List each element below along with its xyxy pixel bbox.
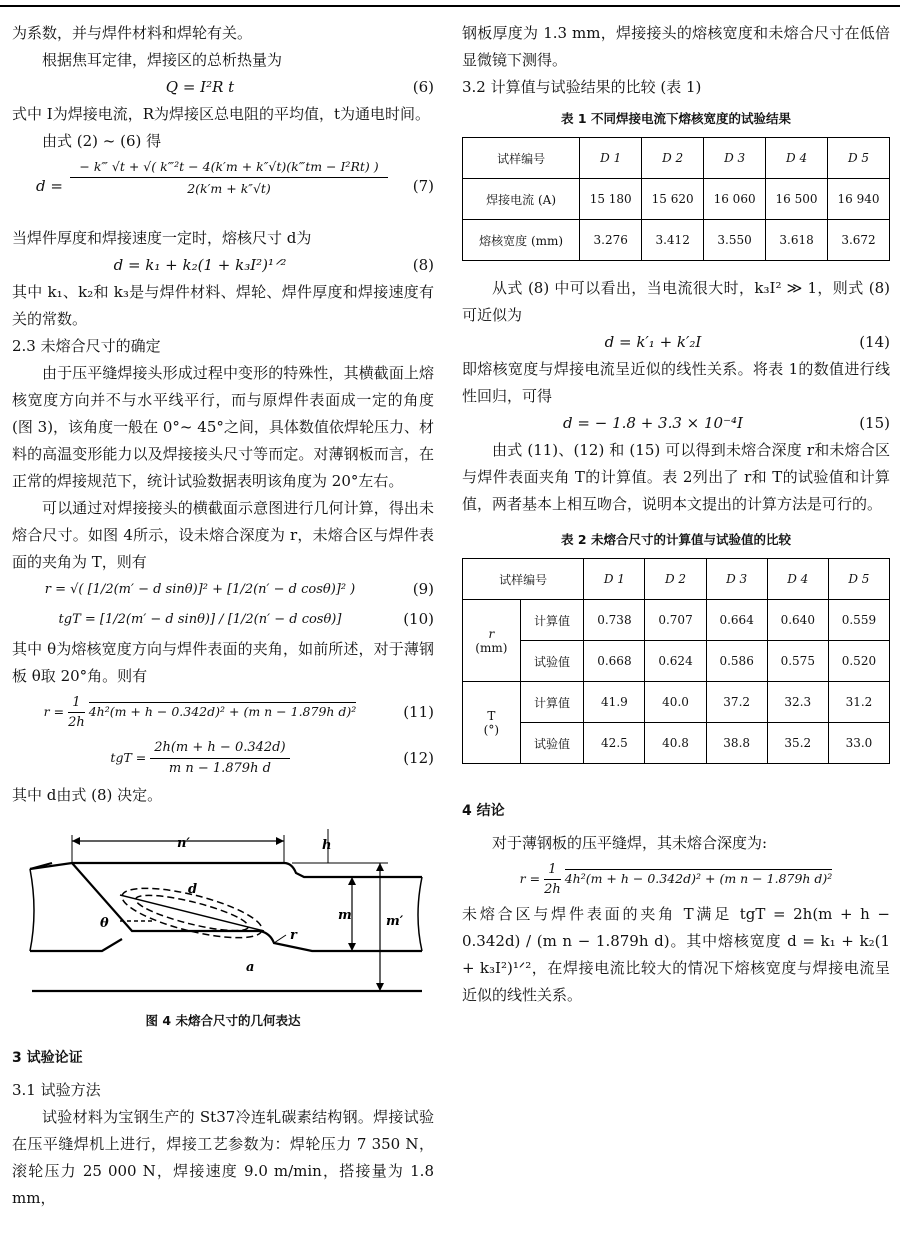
table-cell: D 5: [828, 559, 889, 600]
table-cell: 熔核宽度 (mm): [463, 220, 580, 261]
table-cell: 0.668: [584, 641, 645, 682]
table-cell: D 1: [584, 559, 645, 600]
table-cell: 0.707: [645, 600, 706, 641]
table-cell: 16 940: [828, 179, 890, 220]
paragraph: 由式 (11)、(12) 和 (15) 可以得到未熔合深度 r和未熔合区与焊件表面夹角 T的计算值。表 2列出了 r和 T的试验值和计算值，两者基本上相互吻合，说明本文提出的计算方法是可行的。: [462, 441, 890, 513]
paragraph: 从式 (8) 中可以看出，当电流很大时，k₃I² ≫ 1，则式 (8) 可近似为: [462, 279, 890, 324]
table-cell: 0.640: [767, 600, 828, 641]
table-cell: 33.0: [828, 723, 889, 764]
table-cell: 0.738: [584, 600, 645, 641]
paragraph: 其中 k₁、k₂和 k₃是与焊件材料、焊轮、焊件厚度和焊接速度有关的常数。: [12, 283, 434, 328]
table-row: [463, 179, 890, 220]
table-cell: 41.9: [584, 682, 645, 723]
label-theta: θ: [100, 916, 109, 931]
paragraph: 由式 (2) ~ (6) 得: [42, 132, 162, 150]
table-header-row: [463, 559, 890, 600]
table-cell: D 5: [828, 138, 890, 179]
section-title: 3 试验论证: [12, 1050, 83, 1066]
table-cell: 试验值: [520, 641, 584, 682]
table-cell: D 4: [766, 138, 828, 179]
table-cell: 0.624: [645, 641, 706, 682]
table-2-caption: 表 2 未熔合尺寸的计算值与试验值的比较: [561, 532, 791, 547]
equation-15: d = − 1.8 + 3.3 × 10⁻⁴I (15): [563, 414, 890, 432]
table-cell: 计算值: [520, 682, 584, 723]
table-cell: 0.664: [706, 600, 767, 641]
paragraph: 试验材料为宝钢生产的 St37冷连轧碳素结构钢。焊接试验在压平缝焊机上进行，焊接工艺参数为：焊轮压力 7 350 N，滚轮压力 25 000 N，焊接速度 9.0 m/min，搭接量为 1.8 mm，: [12, 1108, 434, 1207]
paragraph: 其中 d由式 (8) 决定。: [12, 786, 163, 804]
table-1-caption: 表 1 不同焊接电流下熔核宽度的试验结果: [561, 111, 791, 126]
table-cell: 35.2: [767, 723, 828, 764]
table-cell: 15 620: [642, 179, 704, 220]
table-row: [463, 600, 890, 641]
table-cell: D 1: [580, 138, 642, 179]
label-h: h: [322, 838, 332, 853]
table-cell: 3.672: [828, 220, 890, 261]
paragraph: 即熔核宽度与焊接电流呈近似的线性关系。将表 1的数值进行线性回归，可得: [462, 360, 890, 405]
figure-caption: 图 4 未熔合尺寸的几何表达: [145, 1013, 301, 1028]
table-cell: 3.618: [766, 220, 828, 261]
right-column: [462, 20, 890, 1009]
equation-7: d = − k‴ √t + √( k‴²t − 4(k′m + k″√t)(k‴tm − I²Rt) ) 2(k′m + k″√t) (7): [36, 159, 434, 196]
table-row: [463, 723, 890, 764]
table-cell: 16 500: [766, 179, 828, 220]
table-row: [463, 220, 890, 261]
row-group-T: T (°): [463, 682, 521, 764]
equation-6: Q = I²R t (6): [165, 78, 434, 96]
label-m: m: [338, 908, 352, 923]
label-m-prime: m′: [386, 914, 404, 929]
equation-14: d = k′₁ + k′₂I (14): [604, 333, 890, 351]
row-group-r: r (mm): [463, 600, 521, 682]
equation-8: d = k₁ + k₂(1 + k₃I²)¹ᐟ² (8): [113, 256, 434, 274]
paragraph: 对于薄钢板的压平缝焊，其未熔合深度为:: [492, 834, 768, 852]
table-cell: 0.559: [828, 600, 889, 641]
table-cell: 计算值: [520, 600, 584, 641]
lower-plate-line: [30, 939, 122, 951]
table-cell: D 3: [704, 138, 766, 179]
subsection-title: 3.2 计算值与试验结果的比较 (表 1): [462, 78, 702, 96]
paragraph: 可以通过对焊接接头的横截面示意图进行几何计算，得出未熔合尺寸。如图 4所示，设未熔合深度为 r，未熔合区与焊件表面的夹角为 T，则有: [12, 499, 434, 571]
table-cell: 38.8: [706, 723, 767, 764]
table-1: [462, 137, 890, 261]
table-cell: 0.575: [767, 641, 828, 682]
upper-plate-line: [30, 863, 422, 877]
paragraph: 由于压平缝焊接头形成过程中变形的特殊性，其横截面上熔核宽度方向并不与水平线平行，而与原焊件表面成一定的角度 (图 3)，该角度一般在 0°~ 45°之间，具体数值依焊轮压力、材料的高温变形能力以及焊接接头尺寸等而定。对薄钢板而言，在正常的焊接规范下，统计试验数据表明该角度为 20°左右。: [12, 364, 434, 490]
table-cell: 42.5: [584, 723, 645, 764]
weld-geometry-diagram: [12, 821, 434, 1001]
table-cell: 0.586: [706, 641, 767, 682]
subsection-title: 3.1 试验方法: [12, 1081, 101, 1099]
table-cell: 试样编号: [463, 559, 584, 600]
paragraph: 根据焦耳定律，焊接区的总析热量为: [42, 51, 283, 69]
left-column: [12, 20, 434, 1212]
conclusion-equation: r = $\frac{1}{2h}$ 4h²(m + h − 0.342d)² + (m n − 1.879h d)²: [519, 862, 833, 897]
table-2: [462, 558, 890, 764]
paragraph: 其中 θ为熔核宽度方向与焊件表面的夹角，如前所述，对于薄钢板 θ取 20°角。则有: [12, 640, 434, 685]
table-row: [463, 682, 890, 723]
table-cell: D 2: [642, 138, 704, 179]
table-cell: 31.2: [828, 682, 889, 723]
top-rule: [0, 5, 900, 7]
equation-10: tgT = [1/2(m′ − d sinθ)] / [1/2(n′ − d cosθ)] (10): [58, 610, 434, 628]
table-cell: 15 180: [580, 179, 642, 220]
table-cell: 37.2: [706, 682, 767, 723]
table-header-row: [463, 138, 890, 179]
table-cell: 焊接电流 (A): [463, 179, 580, 220]
table-cell: 40.8: [645, 723, 706, 764]
table-cell: D 2: [645, 559, 706, 600]
table-cell: 40.0: [645, 682, 706, 723]
section-title: 4 结论: [462, 803, 505, 819]
label-r: r: [290, 928, 297, 943]
label-a: a: [246, 960, 255, 975]
equation-11: r = $\frac{1}{2h}$ 4h²(m + h − 0.342d)² + (m n − 1.879h d)² (11): [43, 695, 434, 730]
table-cell: 3.412: [642, 220, 704, 261]
table-cell: 32.3: [767, 682, 828, 723]
table-cell: 试验值: [520, 723, 584, 764]
label-n-prime: n′: [177, 836, 190, 851]
paragraph: 式中 I为焊接电流，R为焊接区总电阻的平均值，t为通电时间。: [12, 105, 431, 123]
figure-4: [12, 821, 434, 1029]
paragraph: 为系数，并与焊件材料和焊轮有关。: [12, 24, 253, 42]
table-row: [463, 641, 890, 682]
paragraph: 当焊件厚度和焊接速度一定时，熔核尺寸 d为: [12, 229, 312, 247]
table-cell: D 4: [767, 559, 828, 600]
table-cell: 3.550: [704, 220, 766, 261]
equation-9: r = √( [1/2(m′ − d sinθ)]² + [1/2(n′ − d cosθ)]² ) (9): [44, 580, 434, 598]
table-cell: 16 060: [704, 179, 766, 220]
subsection-title: 2.3 未熔合尺寸的确定: [12, 337, 161, 355]
equation-12: tgT = $\frac{2h(m + h - 0.342d)}{\text{m n − 1.879h d}}$ (12): [110, 740, 434, 776]
label-d: d: [188, 882, 198, 897]
table-cell: 0.520: [828, 641, 889, 682]
paragraph: 钢板厚度为 1.3 mm，焊接接头的熔核宽度和未熔合尺寸在低倍显微镜下测得。: [462, 24, 890, 69]
table-cell: 3.276: [580, 220, 642, 261]
table-cell: D 3: [706, 559, 767, 600]
paragraph: 未熔合区与焊件表面的夹角 T满足 tgT = 2h(m + h − 0.342d) / (m n − 1.879h d)。其中熔核宽度 d = k₁ + k₂(1 + k₃I²)¹ᐟ²，在焊接电流比较大的情况下熔核宽度与焊接电流呈近似的线性关系。: [462, 905, 890, 1004]
table-cell: 试样编号: [463, 138, 580, 179]
